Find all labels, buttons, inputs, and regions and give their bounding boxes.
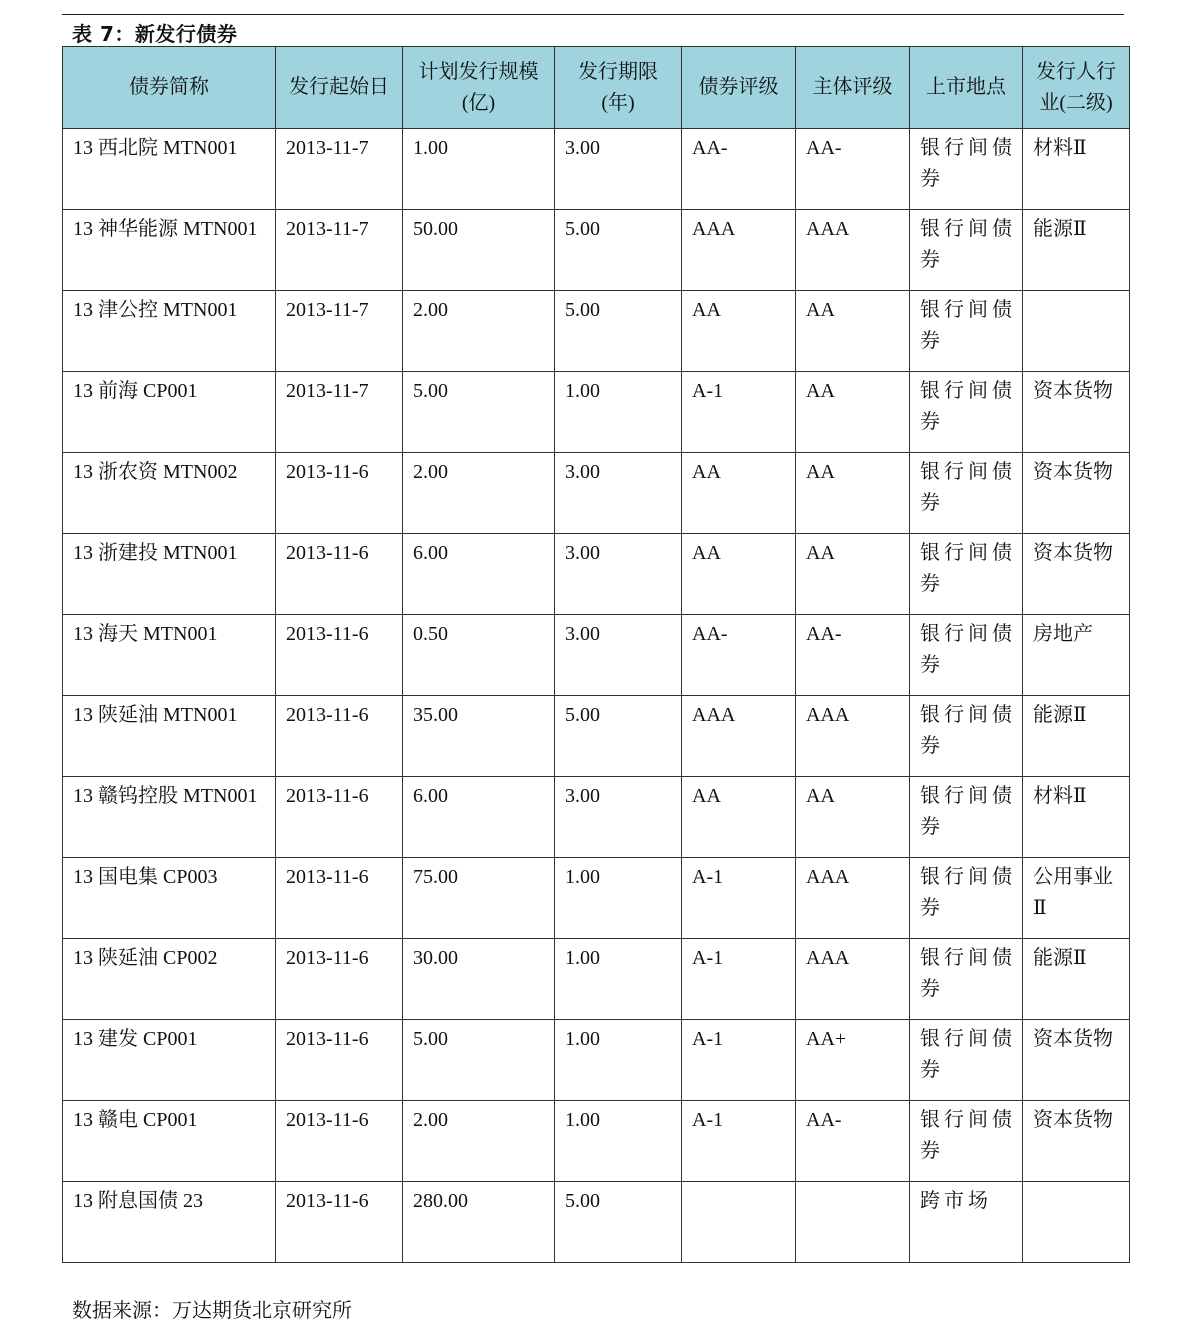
cell-bond-name: 13 赣电 CP001 (63, 1101, 276, 1182)
cell-issue-size: 1.00 (403, 129, 555, 210)
cell-issuer-industry (1023, 291, 1130, 372)
cell-issuer-industry: 资本货物 (1023, 453, 1130, 534)
table-caption: 表 7：新发行债券 (72, 22, 238, 46)
cell-issue-date: 2013-11-6 (276, 858, 403, 939)
cell-bond-rating: A-1 (682, 858, 796, 939)
cell-issue-size: 50.00 (403, 210, 555, 291)
cell-listing-venue: 银行间债券 (910, 858, 1023, 939)
cell-listing-venue: 银行间债券 (910, 534, 1023, 615)
cell-listing-venue: 银行间债券 (910, 291, 1023, 372)
cell-issuer-industry (1023, 1182, 1130, 1263)
table-row (63, 1101, 1130, 1182)
cell-bond-name: 13 津公控 MTN001 (63, 291, 276, 372)
table-row (63, 1020, 1130, 1101)
header-listing-venue: 上市地点 (910, 47, 1023, 129)
cell-term: 3.00 (555, 453, 682, 534)
cell-term: 3.00 (555, 615, 682, 696)
cell-bond-rating: AA- (682, 129, 796, 210)
table-row (63, 696, 1130, 777)
cell-issuer-rating: AA (796, 777, 910, 858)
cell-issue-size: 2.00 (403, 291, 555, 372)
header-issue-size: 计划发行规模(亿) (403, 47, 555, 129)
cell-listing-venue: 银行间债券 (910, 210, 1023, 291)
table-row (63, 534, 1130, 615)
cell-issuer-industry: 能源Ⅱ (1023, 939, 1130, 1020)
header-term: 发行期限(年) (555, 47, 682, 129)
cell-bond-name: 13 国电集 CP003 (63, 858, 276, 939)
cell-listing-venue: 银行间债券 (910, 372, 1023, 453)
data-source-note: 数据来源：万达期货北京研究所 (72, 1298, 352, 1322)
cell-issuer-industry: 资本货物 (1023, 534, 1130, 615)
cell-bond-rating: AA- (682, 615, 796, 696)
table-row (63, 615, 1130, 696)
cell-listing-venue: 跨市场 (910, 1182, 1023, 1263)
cell-listing-venue: 银行间债券 (910, 777, 1023, 858)
cell-issue-size: 5.00 (403, 372, 555, 453)
table-row (63, 939, 1130, 1020)
cell-listing-venue: 银行间债券 (910, 1101, 1023, 1182)
cell-issuer-rating: AA- (796, 1101, 910, 1182)
cell-issuer-industry: 资本货物 (1023, 372, 1130, 453)
cell-listing-venue: 银行间债券 (910, 453, 1023, 534)
cell-listing-venue: 银行间债券 (910, 129, 1023, 210)
header-issuer-industry: 发行人行业(二级) (1023, 47, 1130, 129)
cell-issuer-industry: 能源Ⅱ (1023, 696, 1130, 777)
cell-issuer-rating: AA- (796, 129, 910, 210)
cell-issuer-rating: AA (796, 534, 910, 615)
cell-bond-name: 13 陕延油 CP002 (63, 939, 276, 1020)
cell-listing-venue: 银行间债券 (910, 1020, 1023, 1101)
table-row (63, 129, 1130, 210)
cell-bond-rating: A-1 (682, 1101, 796, 1182)
cell-term: 5.00 (555, 696, 682, 777)
cell-issuer-rating: AA (796, 453, 910, 534)
cell-bond-name: 13 海天 MTN001 (63, 615, 276, 696)
cell-bond-rating: A-1 (682, 939, 796, 1020)
cell-listing-venue: 银行间债券 (910, 939, 1023, 1020)
header-row (63, 47, 1130, 129)
cell-issue-size: 280.00 (403, 1182, 555, 1263)
cell-issuer-rating: AA- (796, 615, 910, 696)
cell-issue-size: 5.00 (403, 1020, 555, 1101)
cell-issue-size: 2.00 (403, 1101, 555, 1182)
cell-issue-size: 6.00 (403, 534, 555, 615)
cell-bond-rating: AA (682, 777, 796, 858)
cell-issuer-industry: 材料Ⅱ (1023, 777, 1130, 858)
cell-issue-date: 2013-11-6 (276, 1101, 403, 1182)
table-row (63, 858, 1130, 939)
cell-term: 1.00 (555, 858, 682, 939)
cell-issue-date: 2013-11-6 (276, 696, 403, 777)
cell-bond-name: 13 附息国债 23 (63, 1182, 276, 1263)
cell-issuer-industry: 材料Ⅱ (1023, 129, 1130, 210)
cell-issue-date: 2013-11-6 (276, 777, 403, 858)
cell-term: 5.00 (555, 291, 682, 372)
cell-bond-rating: AA (682, 453, 796, 534)
cell-term: 5.00 (555, 1182, 682, 1263)
table-row (63, 210, 1130, 291)
cell-issuer-industry: 房地产 (1023, 615, 1130, 696)
cell-issuer-industry: 资本货物 (1023, 1101, 1130, 1182)
table-row (63, 372, 1130, 453)
cell-bond-name: 13 前海 CP001 (63, 372, 276, 453)
cell-bond-name: 13 浙建投 MTN001 (63, 534, 276, 615)
cell-issuer-rating: AA+ (796, 1020, 910, 1101)
cell-bond-name: 13 西北院 MTN001 (63, 129, 276, 210)
cell-issue-date: 2013-11-6 (276, 615, 403, 696)
table-row (63, 453, 1130, 534)
cell-issue-date: 2013-11-7 (276, 210, 403, 291)
top-rule (62, 14, 1124, 15)
cell-bond-name: 13 神华能源 MTN001 (63, 210, 276, 291)
header-issuer-rating: 主体评级 (796, 47, 910, 129)
cell-issuer-rating: AAA (796, 858, 910, 939)
new-bonds-table (62, 46, 1130, 1263)
cell-issuer-rating (796, 1182, 910, 1263)
cell-term: 1.00 (555, 1101, 682, 1182)
header-bond-name: 债券简称 (63, 47, 276, 129)
cell-issue-date: 2013-11-6 (276, 1020, 403, 1101)
cell-issuer-industry: 公用事业Ⅱ (1023, 858, 1130, 939)
cell-issuer-industry: 资本货物 (1023, 1020, 1130, 1101)
cell-bond-name: 13 建发 CP001 (63, 1020, 276, 1101)
cell-bond-rating: AAA (682, 210, 796, 291)
cell-issuer-industry: 能源Ⅱ (1023, 210, 1130, 291)
cell-issue-date: 2013-11-6 (276, 939, 403, 1020)
cell-term: 1.00 (555, 939, 682, 1020)
cell-issue-size: 75.00 (403, 858, 555, 939)
cell-bond-name: 13 赣钨控股 MTN001 (63, 777, 276, 858)
cell-bond-rating: AAA (682, 696, 796, 777)
cell-bond-rating: A-1 (682, 372, 796, 453)
cell-issue-size: 35.00 (403, 696, 555, 777)
cell-bond-name: 13 浙农资 MTN002 (63, 453, 276, 534)
table-row (63, 1182, 1130, 1263)
cell-listing-venue: 银行间债券 (910, 615, 1023, 696)
cell-issue-date: 2013-11-7 (276, 129, 403, 210)
cell-issue-date: 2013-11-7 (276, 372, 403, 453)
cell-listing-venue: 银行间债券 (910, 696, 1023, 777)
cell-bond-name: 13 陕延油 MTN001 (63, 696, 276, 777)
cell-bond-rating: AA (682, 534, 796, 615)
header-issue-date: 发行起始日 (276, 47, 403, 129)
cell-issue-date: 2013-11-6 (276, 1182, 403, 1263)
cell-term: 3.00 (555, 534, 682, 615)
cell-bond-rating: A-1 (682, 1020, 796, 1101)
cell-issuer-rating: AAA (796, 939, 910, 1020)
cell-issue-size: 0.50 (403, 615, 555, 696)
cell-issue-size: 30.00 (403, 939, 555, 1020)
cell-term: 1.00 (555, 372, 682, 453)
cell-term: 1.00 (555, 1020, 682, 1101)
cell-issuer-rating: AAA (796, 210, 910, 291)
cell-bond-rating: AA (682, 291, 796, 372)
cell-term: 5.00 (555, 210, 682, 291)
cell-issue-size: 2.00 (403, 453, 555, 534)
cell-issue-date: 2013-11-6 (276, 453, 403, 534)
cell-issuer-rating: AAA (796, 696, 910, 777)
cell-issuer-rating: AA (796, 372, 910, 453)
cell-issuer-rating: AA (796, 291, 910, 372)
cell-issue-size: 6.00 (403, 777, 555, 858)
header-bond-rating: 债券评级 (682, 47, 796, 129)
table-row (63, 777, 1130, 858)
table-row (63, 291, 1130, 372)
cell-issue-date: 2013-11-7 (276, 291, 403, 372)
cell-bond-rating (682, 1182, 796, 1263)
cell-term: 3.00 (555, 129, 682, 210)
cell-issue-date: 2013-11-6 (276, 534, 403, 615)
cell-term: 3.00 (555, 777, 682, 858)
